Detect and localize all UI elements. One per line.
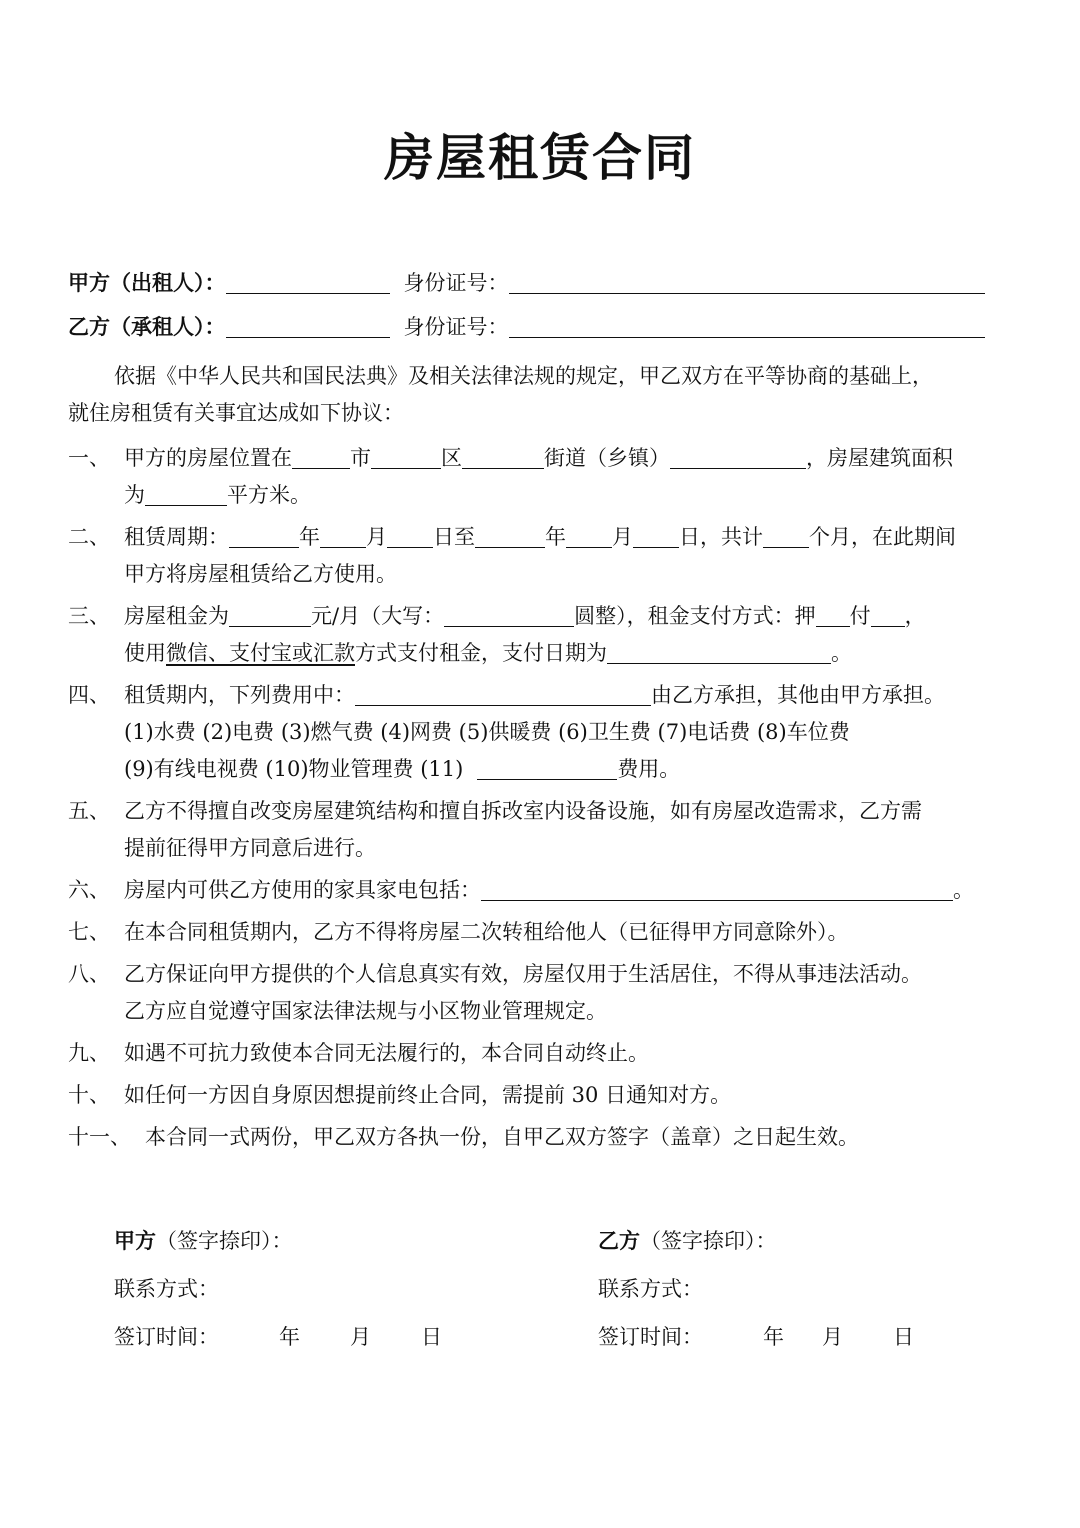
clause-text: ， <box>904 604 926 628</box>
clause-text: 年 <box>299 525 320 549</box>
clause-8-line-1: 乙方保证向甲方提供的个人信息真实有效，房屋仅用于生活居住，不得从事违法活动。 <box>124 962 922 986</box>
clause-text: 平方米。 <box>227 483 311 507</box>
town-blank <box>670 446 806 469</box>
clause-number: 九、 <box>68 1041 110 1065</box>
other-fee-blank <box>477 757 617 780</box>
clause-text: 年 <box>545 525 566 549</box>
clause-number: 七、 <box>68 920 110 944</box>
clause-text: 街道（乡镇） <box>544 446 670 470</box>
start-year-blank <box>229 525 299 548</box>
party-b-id-label: 身份证号： <box>403 315 509 339</box>
area-blank <box>145 483 227 506</box>
start-month-blank <box>320 525 366 548</box>
clause-11-line-1: 本合同一式两份，甲乙双方各执一份，自甲乙双方签字（盖章）之日起生效。 <box>145 1125 859 1149</box>
clause-text: (9)有线电视费 (10)物业管理费 (11) <box>124 757 464 781</box>
party-a-contact: 联系方式： <box>114 1277 219 1301</box>
deposit-blank <box>816 604 850 627</box>
clause-3-line-2 <box>124 638 852 668</box>
clause-1-line-1 <box>124 443 953 473</box>
clause-text: 圆整），租金支付方式：押 <box>574 604 816 628</box>
clause-number: 二、 <box>68 525 110 549</box>
clause-text: 。 <box>831 641 852 665</box>
clause-6-line-1 <box>124 875 974 905</box>
end-year-blank <box>475 525 545 548</box>
clause-text: 个月，在此期间 <box>809 525 956 549</box>
clause-text: 市 <box>350 446 371 470</box>
clause-4-line-2: (1)水费 (2)电费 (3)燃气费 (4)网费 (5)供暖费 (6)卫生费 (7)电话费 (8)车位费 <box>124 720 850 744</box>
city-blank <box>292 446 350 469</box>
end-month-blank <box>566 525 612 548</box>
clause-7-line-1: 在本合同租赁期内，乙方不得将房屋二次转租给他人（已征得甲方同意除外）。 <box>124 920 849 944</box>
clause-text: 房屋内可供乙方使用的家具家电包括： <box>124 878 481 902</box>
clause-number: 十、 <box>68 1083 110 1107</box>
party-b-name-blank <box>226 315 390 338</box>
clause-text: 月 <box>612 525 633 549</box>
clause-text: 日至 <box>433 525 475 549</box>
intro-line-2: 就住房租赁有关事宜达成如下协议： <box>68 401 404 425</box>
clause-text: 元/月（大写： <box>311 604 445 628</box>
pay-blank <box>871 604 905 627</box>
party-a-month: 月 <box>350 1325 371 1349</box>
clause-text: 方式支付租金，支付日期为 <box>355 641 607 665</box>
party-b-year: 年 <box>763 1325 784 1349</box>
party-a-name-blank <box>226 271 390 294</box>
district-blank <box>371 446 441 469</box>
party-b-id-blank <box>509 315 985 338</box>
furniture-blank <box>481 878 953 901</box>
party-a-day: 日 <box>421 1325 442 1349</box>
clause-text: 租赁周期： <box>124 525 229 549</box>
months-blank <box>763 525 809 548</box>
clause-text: 为 <box>124 483 145 507</box>
party-b-row <box>68 312 985 342</box>
clause-text: 付 <box>849 604 871 628</box>
party-b-date-label: 签订时间： <box>598 1325 703 1349</box>
page-title: 房屋租赁合同 <box>384 129 696 187</box>
clause-number: 五、 <box>68 799 110 823</box>
clause-number: 八、 <box>68 962 110 986</box>
clause-8-line-2: 乙方应自觉遵守国家法律法规与小区物业管理规定。 <box>124 999 607 1023</box>
clause-number: 六、 <box>68 878 110 902</box>
pay-date-blank <box>607 641 831 664</box>
clause-text: 月 <box>366 525 387 549</box>
clause-text: 。 <box>953 878 974 902</box>
clause-number: 一、 <box>68 446 110 470</box>
party-b-label: 乙方（承租人）： <box>68 314 226 339</box>
street-blank <box>462 446 544 469</box>
party-a-year: 年 <box>279 1325 300 1349</box>
payment-methods: 微信、支付宝或汇款 <box>166 641 355 665</box>
clause-4-line-3 <box>124 754 680 784</box>
intro-line-1: 依据《中华人民共和国民法典》及相关法律法规的规定，甲乙双方在平等协商的基础上， <box>114 364 933 388</box>
clause-4-line-1 <box>124 680 945 710</box>
rent-blank <box>229 604 311 627</box>
clause-text: 日，共计 <box>679 525 763 549</box>
party-a-row <box>68 268 985 298</box>
end-day-blank <box>633 525 679 548</box>
party-a-sign-label: 甲方 <box>114 1228 156 1253</box>
clause-number: 十一、 <box>68 1125 131 1149</box>
clause-number: 四、 <box>68 683 110 707</box>
clause-text: 租赁期内，下列费用中： <box>124 683 355 707</box>
clause-9-line-1: 如遇不可抗力致使本合同无法履行的，本合同自动终止。 <box>124 1041 649 1065</box>
party-a-id-blank <box>509 271 985 294</box>
fees-blank <box>355 683 651 706</box>
clause-text: 房屋租金为 <box>124 604 229 628</box>
clause-text: 甲方的房屋位置在 <box>124 446 292 470</box>
start-day-blank <box>387 525 433 548</box>
clause-text: 由乙方承担，其他由甲方承担。 <box>651 683 945 707</box>
clause-text: 费用。 <box>617 757 681 781</box>
clause-text: ，房屋建筑面积 <box>806 446 953 470</box>
clause-1-line-2 <box>124 480 311 510</box>
party-a-label: 甲方（出租人）： <box>68 270 226 295</box>
clause-text: 区 <box>441 446 462 470</box>
clause-text: 使用 <box>124 641 166 665</box>
clause-number: 三、 <box>68 604 110 628</box>
party-b-sign-label: 乙方 <box>598 1228 640 1253</box>
clause-10-line-1: 如任何一方因自身原因想提前终止合同，需提前 30 日通知对方。 <box>124 1083 732 1107</box>
clause-2-line-2: 甲方将房屋租赁给乙方使用。 <box>124 562 397 586</box>
clause-2-line-1 <box>124 522 956 552</box>
party-a-date-label: 签订时间： <box>114 1325 219 1349</box>
party-b-sign-text: （签字捺印）： <box>640 1229 777 1253</box>
clause-5-line-1: 乙方不得擅自改变房屋建筑结构和擅自拆改室内设备设施，如有房屋改造需求，乙方需 <box>124 799 922 823</box>
party-b-signature-row <box>598 1226 777 1256</box>
party-b-month: 月 <box>822 1325 843 1349</box>
party-a-id-label: 身份证号： <box>403 271 509 295</box>
party-b-contact: 联系方式： <box>598 1277 703 1301</box>
rent-uppercase-blank <box>444 604 574 627</box>
party-a-signature-row <box>114 1226 293 1256</box>
clause-3-line-1 <box>124 601 926 631</box>
party-a-sign-text: （签字捺印）： <box>156 1229 293 1253</box>
clause-5-line-2: 提前征得甲方同意后进行。 <box>124 836 376 860</box>
party-b-day: 日 <box>893 1325 914 1349</box>
